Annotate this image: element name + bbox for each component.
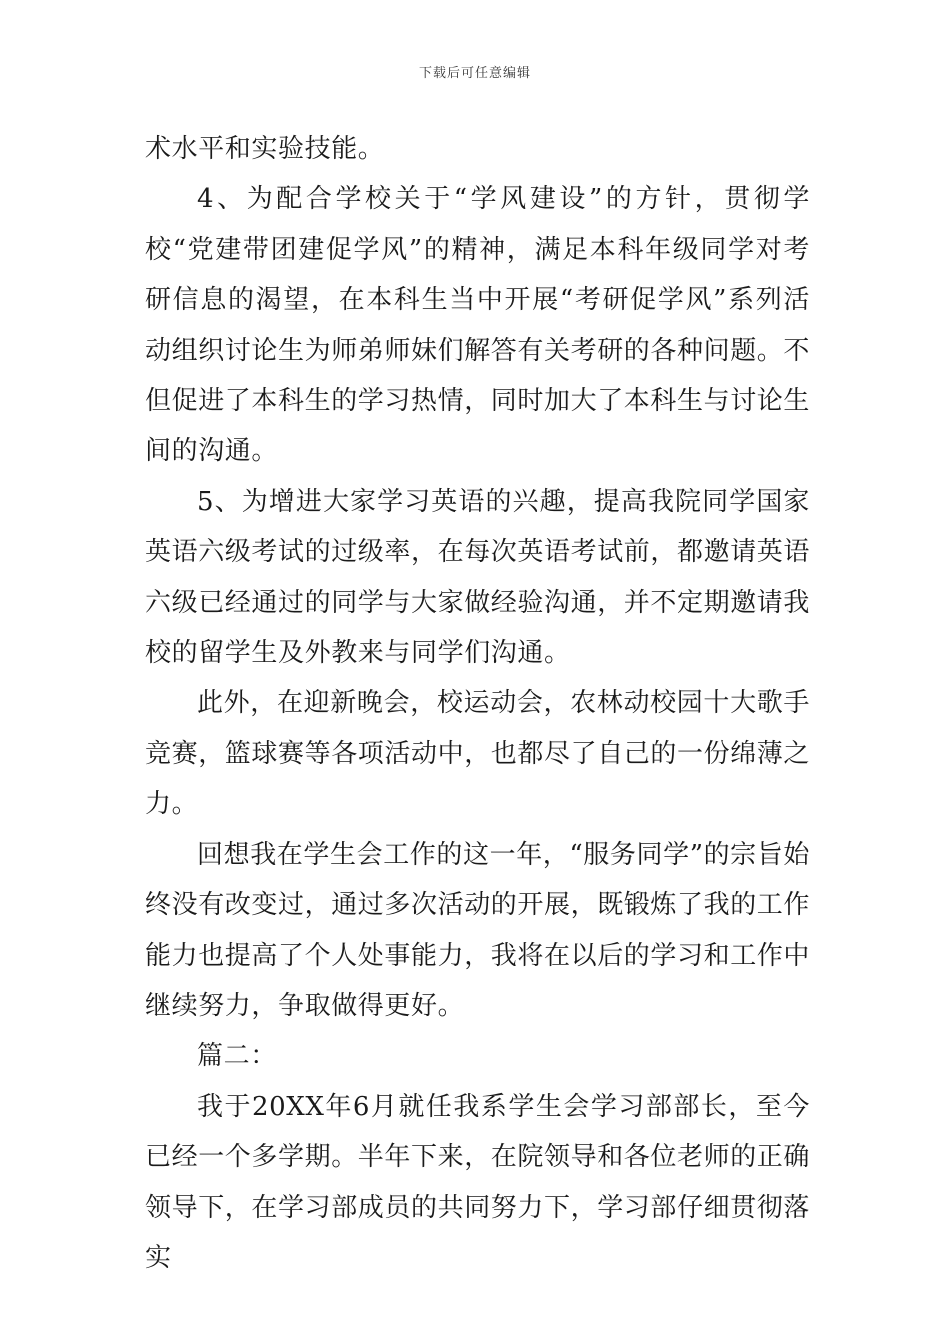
paragraph-item-4: 4、为配合学校关于“学风建设”的方针，贯彻学校“党建带团建促学风”的精神，满足本科年级同学对考研信息的渴望，在本科生当中开展“考研促学风”系列活动组织讨论生为师弟师妹们解答有关考研的各种问题。不但促进了本科生的学习热情，同时加大了本科生与讨论生间的沟通。 (145, 184, 811, 467)
paragraph-continuation: 术水平和实验技能。 (145, 134, 385, 164)
document-body (145, 124, 810, 1283)
section-heading-part-two: 篇二： (197, 1041, 277, 1072)
paragraph-item-5: 5、为增进大家学习英语的兴趣，提高我院同学国家英语六级考试的过级率，在每次英语考试前，都邀请英语六级已经通过的同学与大家做经验沟通，并不定期邀请我校的留学生及外教来与同学们沟通。 (145, 486, 811, 669)
paragraph-part-two-intro: 我于20XX年6月就任我系学生会学习部部长，至今已经一个多学期。半年下来，在院领导和各位老师的正确领导下，在学习部成员的共同努力下，学习部仔细贯彻落实 (145, 1091, 811, 1273)
paragraph-additional-activities: 此外，在迎新晚会，校运动会，农林动校园十大歌手竞赛，篮球赛等各项活动中，也都尽了自己的一份绵薄之力。 (145, 688, 811, 820)
paragraph-reflection: 回想我在学生会工作的这一年，“服务同学”的宗旨始终没有改变过，通过多次活动的开展，既锻炼了我的工作能力也提高了个人处事能力，我将在以后的学习和工作中继续努力，争取做得更好。 (145, 839, 811, 1021)
page-header: 下载后可任意编辑 (418, 66, 531, 81)
